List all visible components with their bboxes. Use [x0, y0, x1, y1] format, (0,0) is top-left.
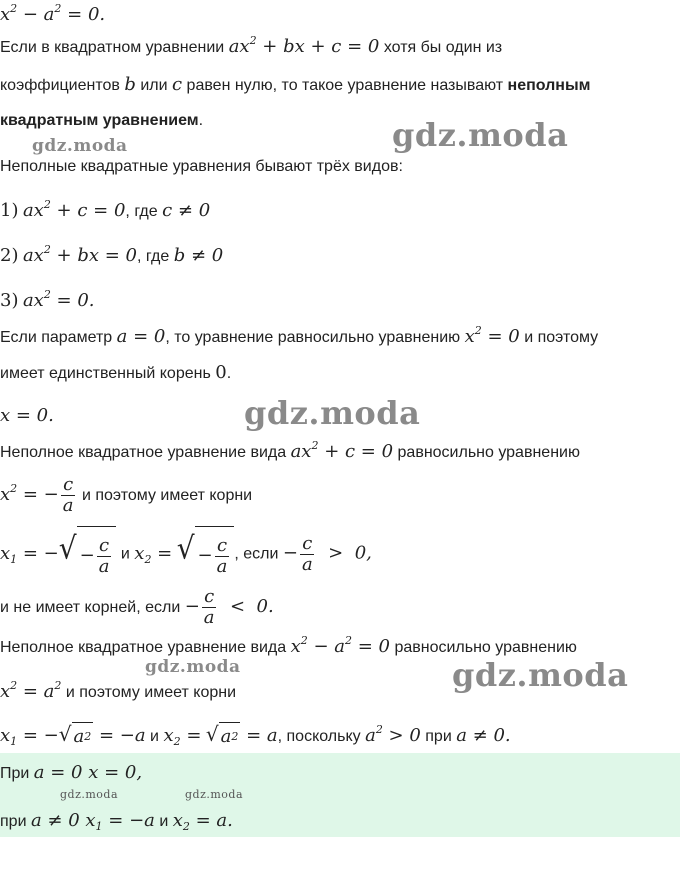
single-root: x = 0. [0, 405, 54, 426]
watermark-logo: gdz.moda [32, 136, 128, 156]
box-line-1: При a = 0 x = 0, [0, 762, 143, 783]
watermark-logo: gdz.moda [145, 657, 241, 677]
param-line-2: имеет единственный корень 0. [0, 362, 232, 383]
roots-formula: $x_1$ = − √ − $\frac{c}{a}$ и $x_2$ = √ − $\frac{c}{a}$ , если − $\frac{c}{a}$ > 0, [0, 526, 372, 583]
incomplete-eq-1: Неполное квадратное уравнение вида $ax^2 + c = 0$ равносильно уравнению [0, 439, 580, 462]
x-squared-a-squared: $x^2 = a^2$ и поэтому имеет корни [0, 679, 237, 702]
equation-line-1: $x^2 - a^2 = 0$. [0, 2, 106, 25]
incomplete-eq-2: Неполное квадратное уравнение вида $x^2 - a^2 = 0$ равносильно уравнению [0, 634, 577, 657]
box-line-2: при a ≠ 0 $x_1 = -a$ и $x_2 = a$. [0, 810, 233, 833]
param-line-1: Если параметр a = 0, то уравнение равносильно уравнению $x^2 = 0$ и поэтому [0, 324, 599, 347]
watermark-logo: gdz.moda [392, 116, 569, 154]
definition-line-3: квадратным уравнением. [0, 112, 204, 129]
roots-a: $x_1$ = − √ a 2 = −a и $x_2$ = √ a 2 = a, поскольку $a^2 > 0$ при a ≠ 0. [0, 722, 511, 751]
definition-line-1: Если в квадратном уравнении $ax^2$ + bx + c = 0 хотя бы один из [0, 34, 503, 57]
watermark-logo: gdz.moda [60, 788, 119, 801]
no-roots-line: и не имеет корней, если − $\frac{c}{a}$ < 0. [0, 586, 274, 629]
watermark-logo: gdz.moda [185, 788, 244, 801]
type-2: 2) $ax^2$ + bx = 0, где b ≠ 0 [0, 243, 224, 266]
type-3: 3) $ax^2 = 0$. [0, 288, 95, 311]
definition-line-2: коэффициентов b или c равен нулю, то такое уравнение называют неполным [0, 74, 591, 95]
watermark-logo: gdz.moda [244, 394, 421, 432]
types-intro: Неполные квадратные уравнения бывают трёх видов: [0, 158, 403, 175]
watermark-logo: gdz.moda [452, 656, 629, 694]
type-1: 1) $ax^2 + c = 0$, где c ≠ 0 [0, 198, 211, 221]
x-squared-frac: $x^2$ = − $\frac{c}{a}$ и поэтому имеет корни [0, 474, 253, 517]
